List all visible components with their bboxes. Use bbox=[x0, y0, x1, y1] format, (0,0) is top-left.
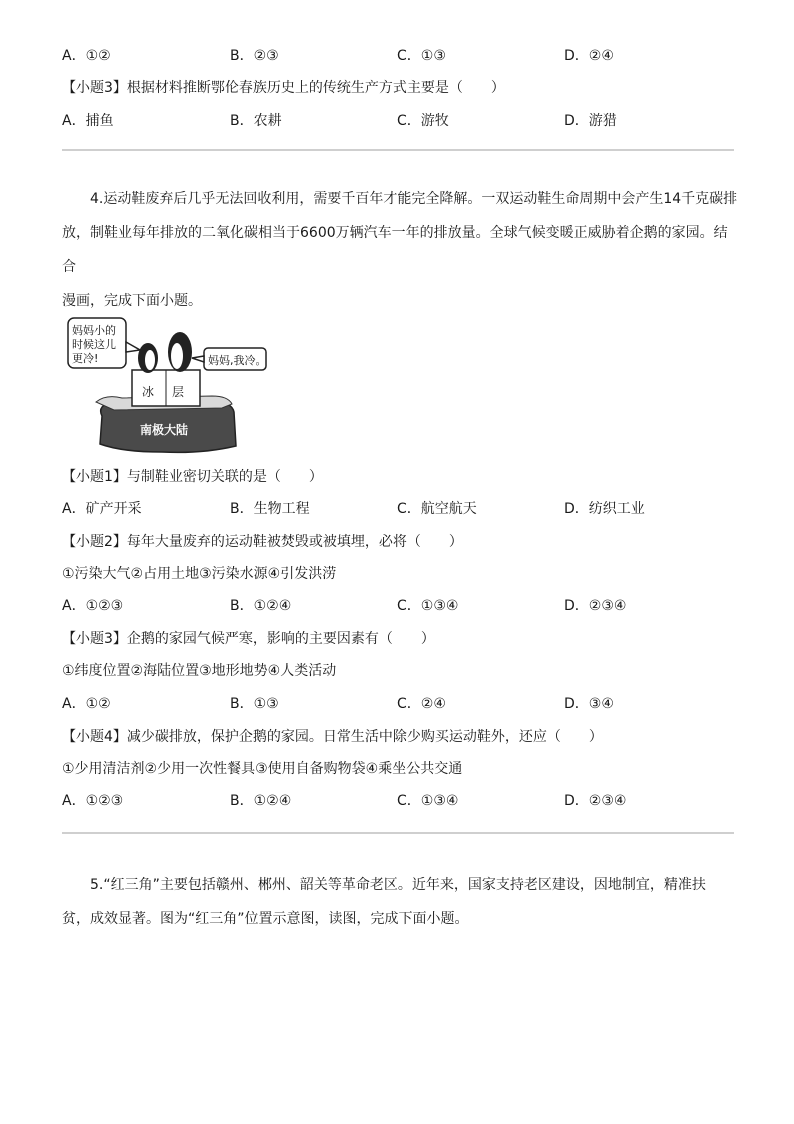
option-d[interactable]: D．纺织工业 bbox=[564, 501, 645, 517]
option-c[interactable]: C．①③④ bbox=[397, 793, 459, 809]
penguin-left-belly bbox=[145, 350, 155, 370]
option-c[interactable]: C．航空航天 bbox=[397, 501, 477, 517]
bubble-tail-right bbox=[192, 356, 204, 362]
option-c[interactable]: C．①③④ bbox=[397, 598, 459, 614]
ice-label: 层 bbox=[172, 385, 185, 399]
question-stem: 【小题3】企鹅的家园气候严寒，影响的主要因素有（ ） bbox=[62, 631, 435, 647]
options-row bbox=[62, 694, 742, 714]
question-stem: 【小题4】减少碳排放，保护企鹅的家园。日常生活中除少购买运动鞋外，还应（ ） bbox=[62, 729, 603, 745]
ice-label: 冰 bbox=[142, 385, 155, 399]
option-c[interactable]: C．①③ bbox=[397, 48, 446, 64]
intro-line: 4.运动鞋废弃后几乎无法回收利用，需要千百年才能完全降解。一双运动鞋生命周期中会产生14千克碳排 bbox=[90, 191, 738, 207]
question-items: ①纬度位置②海陆位置③地形地势④人类活动 bbox=[62, 663, 337, 679]
question-stem: 【小题2】每年大量废弃的运动鞋被焚毁或被填埋，必将（ ） bbox=[62, 534, 463, 550]
option-a[interactable]: A．①②③ bbox=[62, 598, 124, 614]
question-items: ①污染大气②占用土地③污染水源④引发洪涝 bbox=[62, 566, 337, 582]
option-b[interactable]: B．①③ bbox=[230, 696, 279, 712]
options-row bbox=[62, 111, 742, 131]
option-b[interactable]: B．②③ bbox=[230, 48, 279, 64]
section-divider bbox=[62, 149, 734, 151]
question-stem: 【小题3】根据材料推断鄂伦春族历史上的传统生产方式主要是（ ） bbox=[62, 80, 505, 96]
continent-label: 南极大陆 bbox=[140, 423, 189, 437]
bubble-left-line: 更冷! bbox=[72, 352, 99, 365]
option-b[interactable]: B．农耕 bbox=[230, 113, 282, 129]
options-row-prev-question bbox=[62, 46, 742, 66]
penguin-cartoon-image bbox=[62, 312, 272, 462]
bubble-left-line: 时候这儿 bbox=[72, 338, 116, 351]
option-d[interactable]: D．②③④ bbox=[564, 598, 627, 614]
question-stem: 【小题1】与制鞋业密切关联的是（ ） bbox=[62, 469, 323, 485]
option-d[interactable]: D．③④ bbox=[564, 696, 614, 712]
question-4-intro bbox=[62, 182, 738, 318]
intro-line: 漫画，完成下面小题。 bbox=[62, 293, 202, 309]
option-c[interactable]: C．游牧 bbox=[397, 113, 449, 129]
option-c[interactable]: C．②④ bbox=[397, 696, 446, 712]
question-items: ①少用清洁剂②少用一次性餐具③使用自备购物袋④乘坐公共交通 bbox=[62, 761, 463, 777]
question-5-intro bbox=[62, 868, 738, 936]
option-a[interactable]: A．①② bbox=[62, 696, 111, 712]
intro-line: 贫，成效显著。图为“红三角”位置示意图，读图，完成下面小题。 bbox=[62, 911, 469, 927]
option-b[interactable]: B．生物工程 bbox=[230, 501, 310, 517]
option-b[interactable]: B．①②④ bbox=[230, 793, 292, 809]
section-divider bbox=[62, 832, 734, 834]
option-b[interactable]: B．①②④ bbox=[230, 598, 292, 614]
option-d[interactable]: D．②③④ bbox=[564, 793, 627, 809]
option-d[interactable]: D．②④ bbox=[564, 48, 614, 64]
penguin-right-belly bbox=[171, 343, 183, 369]
options-row bbox=[62, 499, 742, 519]
bubble-right-text: 妈妈,我冷。 bbox=[208, 354, 267, 367]
intro-line: 5.“红三角”主要包括赣州、郴州、韶关等革命老区。近年来，国家支持老区建设，因地制宜，精准扶 bbox=[90, 877, 706, 893]
option-a[interactable]: A．矿产开采 bbox=[62, 501, 142, 517]
intro-line: 放，制鞋业每年排放的二氧化碳相当于6600万辆汽车一年的排放量。全球气候变暖正威胁着企鹅的家园。结合 bbox=[62, 225, 728, 275]
options-row bbox=[62, 791, 742, 811]
bubble-left-line: 妈妈小的 bbox=[72, 324, 116, 337]
options-row bbox=[62, 596, 742, 616]
bubble-tail-left bbox=[126, 342, 140, 352]
option-d[interactable]: D．游猎 bbox=[564, 113, 617, 129]
option-a[interactable]: A．捕鱼 bbox=[62, 113, 114, 129]
option-a[interactable]: A．①② bbox=[62, 48, 111, 64]
option-a[interactable]: A．①②③ bbox=[62, 793, 124, 809]
